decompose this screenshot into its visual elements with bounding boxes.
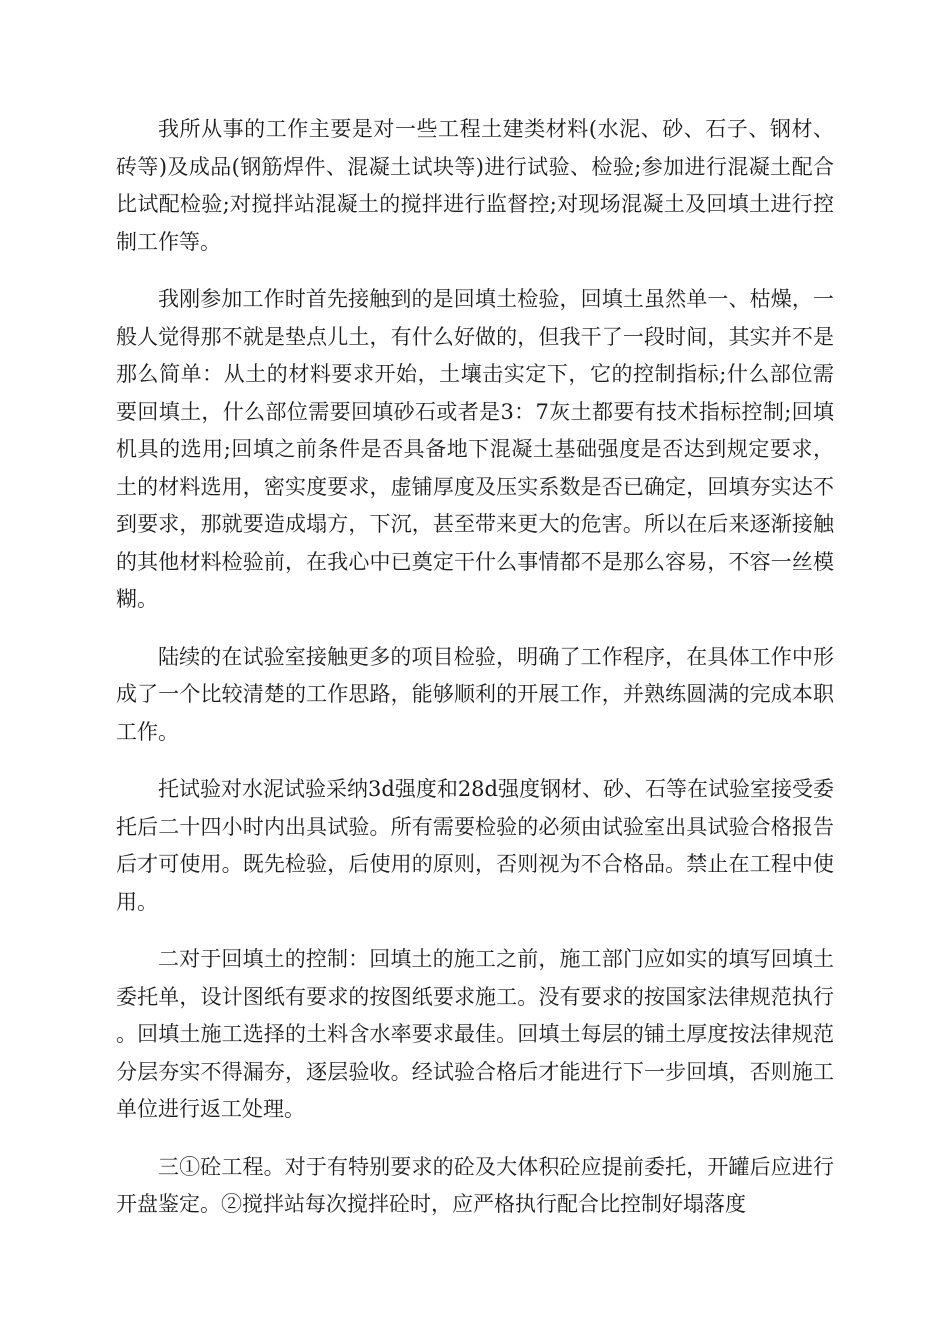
paragraph-backfill-experience: 我刚参加工作时首先接触到的是回填土检验，回填土虽然单一、枯燥，一般人觉得那不就是垫点儿土，有什么好做的，但我干了一段时间，其实并不是那么简单：从土的材料要求开始，土壤击实定下，它的控制指标;什么部位需要回填土，什么部位需要回填砂石或者是3：7灰土都要有技术指标控制;回填机具的选用;回填之前条件是否具备地下混凝土基础强度是否达到规定要求，土的材料选用，密实度要求，虚铺厚度及压实系数是否已确定，回填夯实达不到要求，那就要造成塌方，下沉，甚至带来更大的危害。所以在后来逐渐接触的其他材料检验前，在我心中已奠定干什么事情都不是那么容易，不容一丝模糊。: [116, 287, 834, 611]
paragraph-lab-inspection: 陆续的在试验室接触更多的项目检验，明确了工作程序，在具体工作中形成了一个比较清楚的工作思路，能够顺利的开展工作，并熟练圆满的完成本职工作。: [116, 644, 834, 744]
paragraph-concrete-works: 三①砼工程。对于有特别要求的砼及大体积砼应提前委托，开罐后应进行开盘鉴定。②搅拌站每次搅拌砼时，应严格执行配合比控制好塌落度: [116, 1154, 834, 1216]
paragraph-material-testing: 托试验对水泥试验采纳3d强度和28d强度钢材、砂、石等在试验室接受委托后二十四小时内出具试验。所有需要检验的必须由试验室出具试验合格报告后才可使用。既先检验，后使用的原则，否则视为不合格品。禁止在工程中使用。: [116, 777, 834, 914]
paragraph-work-scope: 我所从事的工作主要是对一些工程土建类材料(水泥、砂、石子、钢材、砖等)及成品(钢筋焊件、混凝土试块等)进行试验、检验;参加进行混凝土配合比试配检验;对搅拌站混凝土的搅拌进行监督控;对现场混凝土及回填土进行控制工作等。: [116, 117, 834, 254]
paragraph-backfill-control: 二对于回填土的控制：回填土的施工之前，施工部门应如实的填写回填土委托单，设计图纸有要求的按图纸要求施工。没有要求的按国家法律规范执行。回填土施工选择的土料含水率要求最佳。回填土每层的铺土厚度按法律规范分层夯实不得漏夯，逐层验收。经试验合格后才能进行下一步回填，否则施工单位进行返工处理。: [116, 947, 834, 1121]
document-body: [116, 111, 834, 1244]
